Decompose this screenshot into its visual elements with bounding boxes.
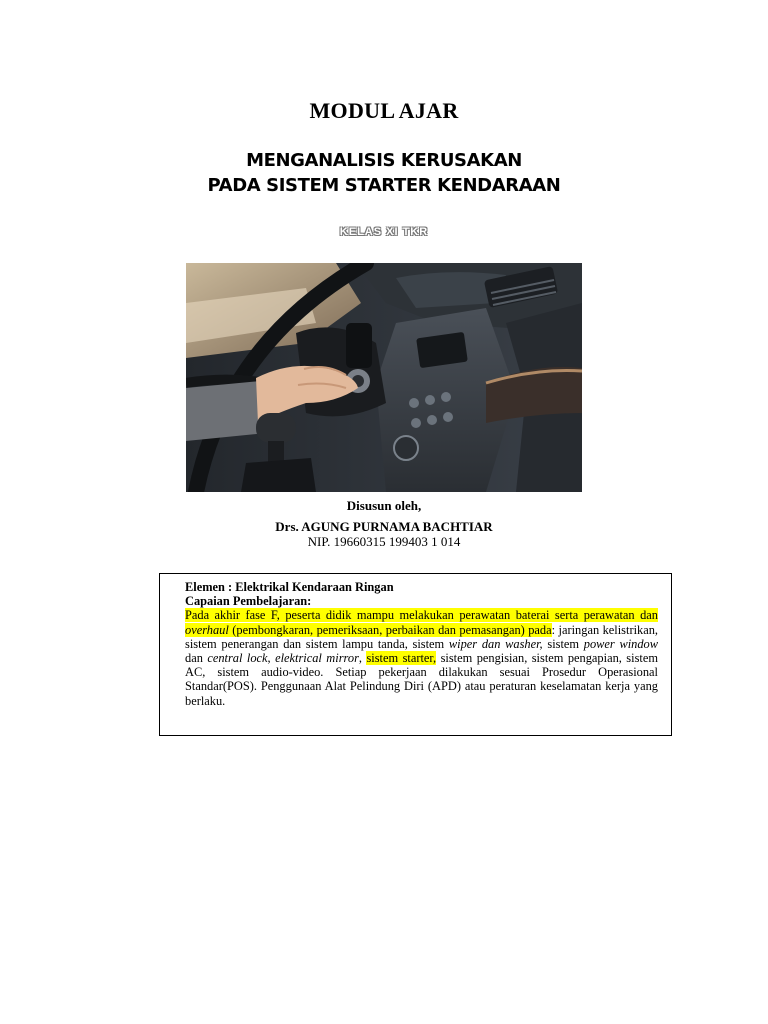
highlight-italic-overhaul: overhaul (185, 622, 229, 637)
document-title: MODUL AJAR (309, 98, 459, 123)
highlight-text-2: (pembongkaran, pemeriksaan, perbaikan dan pemasangan) pada (228, 622, 552, 637)
highlight-sistem-starter: sistem starter, (366, 651, 437, 666)
subtitle-line-1: MENGANALISIS KERUSAKAN (246, 150, 522, 171)
highlight-text-1: Pada akhir fase F, peserta didik mampu melakukan perawatan baterai serta perawatan dan (185, 608, 658, 623)
class-label: KELAS XI TKR (339, 226, 429, 238)
learning-outcome-box (159, 573, 672, 736)
author-nip: NIP. 19660315 199403 1 014 (307, 534, 461, 549)
outcome-heading: Capaian Pembelajaran: (185, 594, 312, 609)
compiled-by-label: Disusun oleh, (346, 498, 422, 513)
outcome-paragraph: Pada akhir fase F, peserta didik mampu melakukan perawatan baterai serta perawatan dan overhaul (pembongkaran, pemeriksaan, perbaikan dan pemasangan) pada: jaringan kelistrikan, sistem penerangan dan sistem lampu tanda, sistem wiper dan washer, sistem power window dan central lock, elektrical mirror, sistem starter, sistem pengisian, sistem pengapian, sistem AC, sistem audio-video. Setiap pekerjaan dilakukan sesuai Prosedur Operasional Standar(POS). Penggunaan Alat Pelindung Diri (APD) atau peraturan keselamatan kerja yang berlaku. (185, 608, 658, 708)
cover-photo-car-ignition (186, 263, 582, 492)
element-heading: Elemen : Elektrikal Kendaraan Ringan (185, 580, 394, 594)
author-name: Drs. AGUNG PURNAMA BACHTIAR (275, 519, 493, 534)
subtitle-line-2: PADA SISTEM STARTER KENDARAAN (207, 175, 561, 196)
